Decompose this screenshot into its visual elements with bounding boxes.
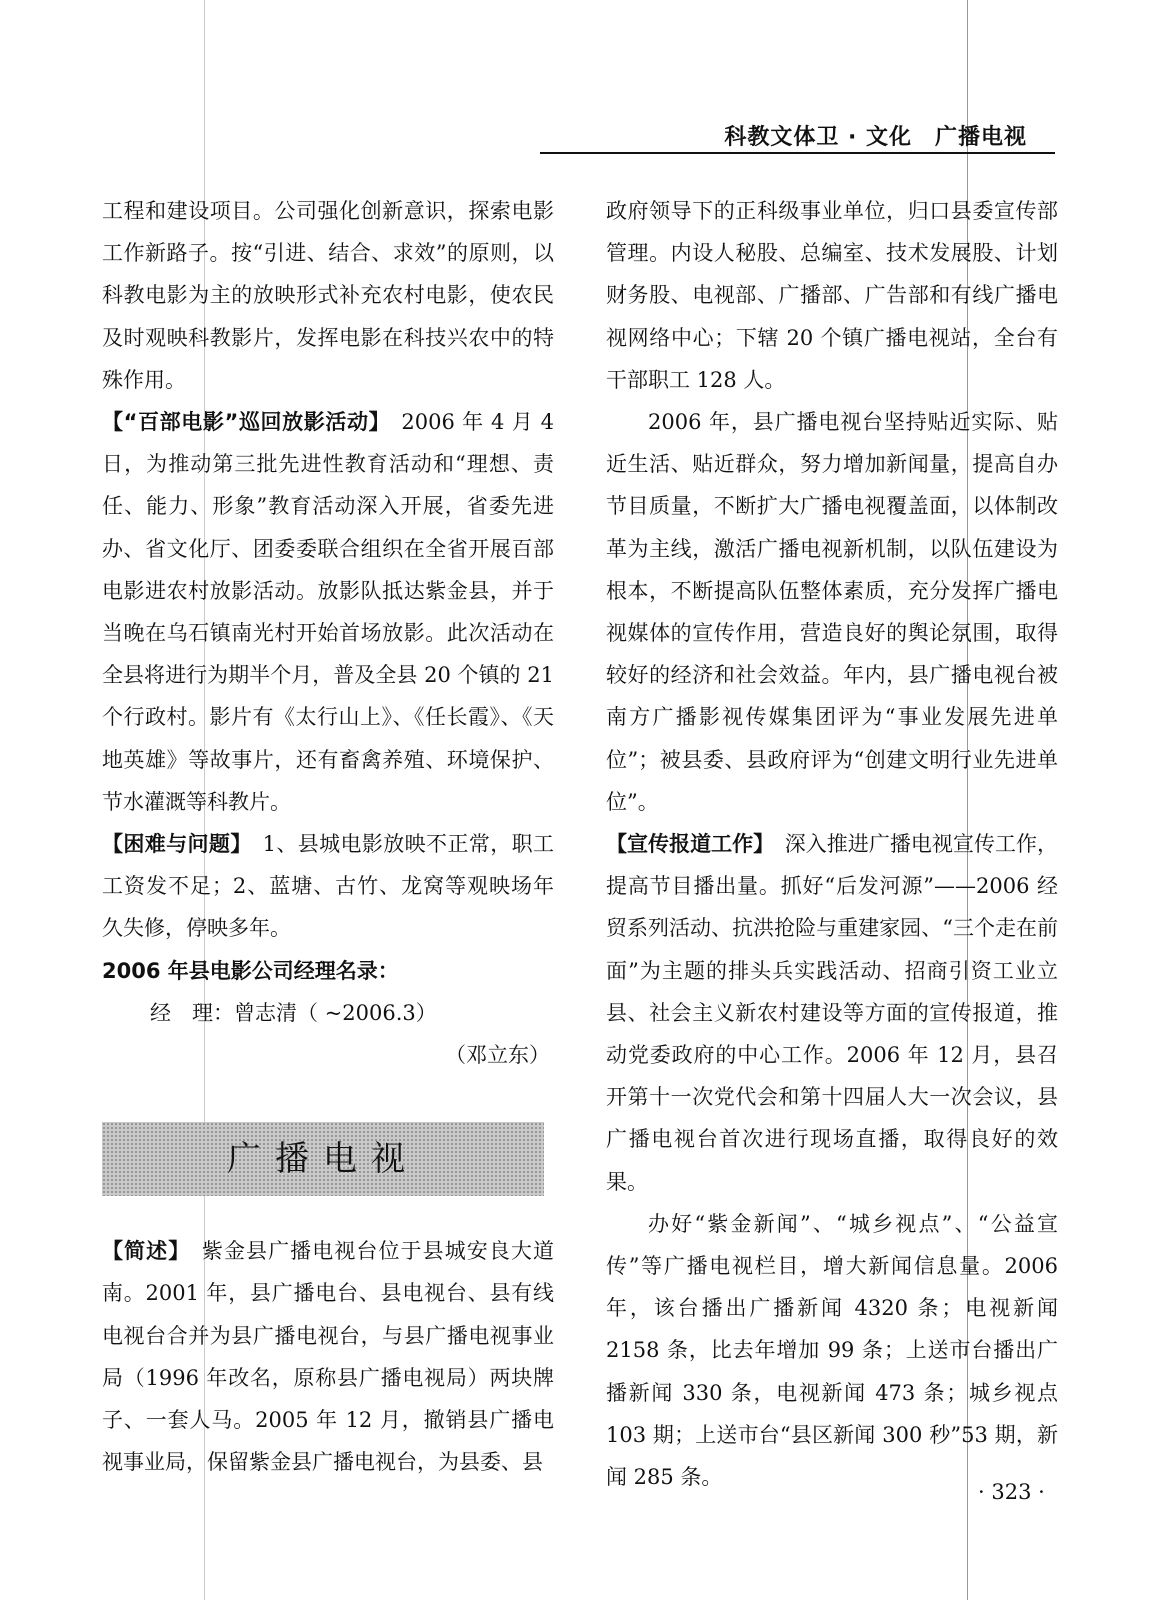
running-header xyxy=(540,118,1055,154)
manager-entry: 经 理：曾志清（ ~2006.3） xyxy=(150,1000,437,1025)
running-header-text: 科教文体卫 · 文化 广播电视 xyxy=(724,125,1027,150)
heading-film-tour: 【“百部电影”巡回放影活动】 xyxy=(102,410,380,435)
right-paragraph-1: 政府领导下的正科级事业单位，归口县委宣传部管理。内设人秘股、总编室、技术发展股、计划财务股、电视部、广播部、广告部和有线广播电视网络中心；下辖 20 个镇广播电视站，全台有干部职工 128 人。 xyxy=(606,199,1058,392)
heading-difficulties: 【困难与问题】 xyxy=(102,832,242,857)
heading-overview: 【简述】 xyxy=(102,1239,180,1264)
left-paragraph-2 xyxy=(102,401,554,823)
managers-list-title: 2006 年县电影公司经理名录： xyxy=(102,958,399,983)
left-column xyxy=(102,190,554,1483)
overview-body: 紫金县广播电视台位于县城安良大道南。2001 年，县广播电台、县电视台、县有线电视台合并为县广播电视台，与县广播电视事业局（1996 年改名，原称县广播电视局）两块牌子、一套人马。2005 年 12 月，撤销县广播电视事业局，保留紫金县广播电视台，为县委、县 xyxy=(102,1239,555,1475)
left-paragraph-3 xyxy=(102,823,554,950)
film-tour-body: 2006 年 4 月 4 日，为推动第三批先进性教育活动和“理想、责任、能力、形象”教育活动深入开展，省委先进办、省文化厅、团委委联合组织在全省开展百部电影进农村放影活动。放影队抵达紫金县，并于当晚在乌石镇南光村开始首场放影。此次活动在全县将进行为期半个月，普及全县 20 个镇的 21 个行政村。影片有《太行山上》、《任长霞》、《天地英雄》等故事片，还有畜禽养殖、环境保护、节水灌溉等科教片。 xyxy=(102,410,554,814)
page-number: · 323 · xyxy=(978,1480,1045,1504)
publicity-body: 深入推进广播电视宣传工作，提高节目播出量。抓好“后发河源”——2006 经贸系列活动、抗洪抢险与重建家园、“三个走在前面”为主题的排头兵实践活动、招商引资工业立县、社会主义新农村建设等方面的宣传报道，推动党委政府的中心工作。2006 年 12 月，县召开第十一次党代会和第十四届人大一次会议，县广播电视台首次进行现场直播，取得良好的效果。 xyxy=(606,832,1059,1194)
section-title: 广播电视 xyxy=(227,1139,419,1180)
difficulties-body: 1、县城电影放映不正常，职工工资发不足；2、蓝塘、古竹、龙窝等观映场年久失修，停映多年。 xyxy=(102,832,554,941)
right-paragraph-4: 办好“紫金新闻”、“城乡视点”、“公益宣传”等广播电视栏目，增大新闻信息量。2006 年，该台播出广播新闻 4320 条；电视新闻 2158 条，比去年增加 99 条；上送市台播出广播新闻 330 条，电视新闻 473 条；城乡视点 103 期；上送市台“县区新闻 300 秒”53 期，新闻 285 条。 xyxy=(606,1211,1058,1490)
right-paragraph-3 xyxy=(606,823,1058,1203)
heading-publicity: 【宣传报道工作】 xyxy=(606,832,764,857)
right-paragraph-2: 2006 年，县广播电视台坚持贴近实际、贴近生活、贴近群众，努力增加新闻量，提高自办节目质量，不断扩大广播电视覆盖面，以体制改革为主线，激活广播电视新机制，以队伍建设为根本，不断提高队伍整体素质，充分发挥广播电视媒体的宣传作用，营造良好的舆论氛围，取得较好的经济和社会效益。年内，县广播电视台被南方广播影视传媒集团评为“事业发展先进单位”；被县委、县政府评为“创建文明行业先进单位”。 xyxy=(606,410,1058,814)
author-signature: （邓立东） xyxy=(445,1043,550,1068)
section-title-banner xyxy=(102,1122,544,1196)
left-paragraph-4 xyxy=(102,1230,554,1483)
right-column xyxy=(606,190,1058,1498)
left-paragraph-1: 工程和建设项目。公司强化创新意识，探索电影工作新路子。按“引进、结合、求效”的原则，以科教电影为主的放映形式补充农村电影，使农民及时观映科教影片，发挥电影在科技兴农中的特殊作用。 xyxy=(102,199,554,392)
